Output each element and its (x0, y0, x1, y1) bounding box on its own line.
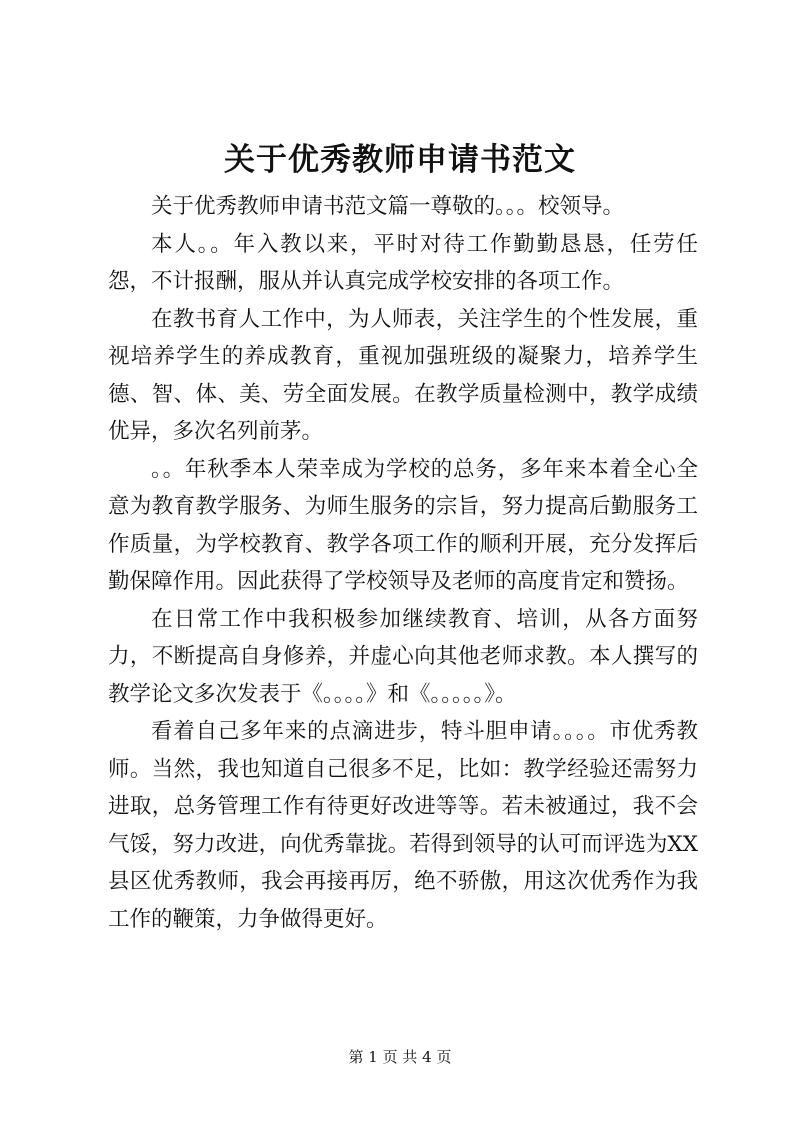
paragraph-application: 看着自己多年来的点滴进步，特斗胆申请。。。。市优秀教师。当然，我也知道自己很多不足，比如：教学经验还需努力进取，总务管理工作有待更好改进等等。若未被通过，我不会气馁，努力改进，向优秀靠拢。若得到领导的认可而评选为XX县区优秀教师，我会再接再厉，绝不骄傲，用这次优秀作为我工作的鞭策，力争做得更好。 (108, 719, 698, 932)
page-title: 关于优秀教师申请书范文 (224, 142, 576, 178)
paragraph-salutation: 关于优秀教师申请书范文篇一尊敬的。。。校领导。 (151, 194, 625, 219)
paragraph-teaching: 在教书育人工作中，为人师表，关注学生的个性发展，重视培养学生的养成教育，重视加强班级的凝聚力，培养学生德、智、体、美、劳全面发展。在教学质量检测中，教学成绩优异，多次名列前茅。 (108, 306, 698, 444)
document-body (108, 188, 698, 938)
paragraph-logistics: 。。年秋季本人荣幸成为学校的总务，多年来本着全心全意为教育教学服务、为师生服务的宗旨，努力提高后勤服务工作质量，为学校教育、教学各项工作的顺利开展，充分发挥后勤保障作用。因此获得了学校领导及老师的高度肯定和赞扬。 (108, 456, 698, 594)
paragraph-self-improvement: 在日常工作中我积极参加继续教育、培训，从各方面努力，不断提高自身修养，并虚心向其他老师求教。本人撰写的教学论文多次发表于《。。。。》和《。。。。。》。 (108, 606, 698, 707)
page-footer: 第 1 页 共 4 页 (348, 1048, 452, 1066)
paragraph-intro: 本人。。年入教以来，平时对待工作勤勤恳恳，任劳任怨，不计报酬，服从并认真完成学校安排的各项工作。 (108, 231, 698, 294)
